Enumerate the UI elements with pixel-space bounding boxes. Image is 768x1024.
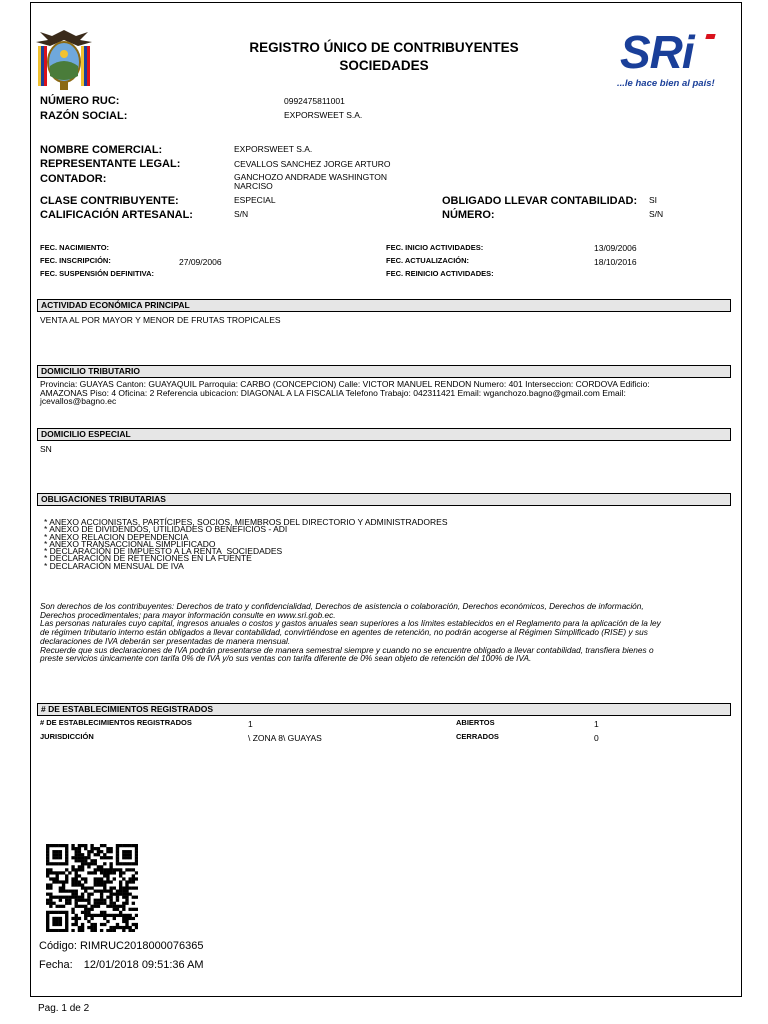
contador-value: GANCHOZO ANDRADE WASHINGTON NARCISO [234,172,388,191]
actividad-text: VENTA AL POR MAYOR Y MENOR DE FRUTAS TROPICALES [40,315,281,325]
fec-inicio-label: FEC. INICIO ACTIVIDADES: [386,243,484,252]
domicilio-especial-header: DOMICILIO ESPECIAL [37,428,731,441]
page-number: Pag. 1 de 2 [38,1003,90,1014]
fec-actualizacion-label: FEC. ACTUALIZACIÓN: [386,256,470,265]
cerrados-label: CERRADOS [456,732,499,741]
jurisdiccion-value: \ ZONA 8\ GUAYAS [248,733,322,743]
obligacion-item: * ANEXO RELACION DEPENDENCIA [44,531,189,542]
establecimientos-header: # DE ESTABLECIMIENTOS REGISTRADOS [37,703,731,716]
fecha-line [39,959,204,971]
numero-label: NÚMERO: [442,209,495,221]
clase-contribuyente-label: CLASE CONTRIBUYENTE: [40,195,179,207]
codigo-value: RIMRUC2018000076365 [79,940,204,952]
cerrados-value: 0 [594,733,599,743]
representante-value: CEVALLOS SANCHEZ JORGE ARTURO [234,159,391,169]
obligacion-item: * ANEXO TRANSACCIONAL SIMPLIFICADO [44,538,216,549]
obligacion-item: * DECLARACIÓN MENSUAL DE IVA [44,560,184,571]
fecha-value: 12/01/2018 09:51:36 AM [83,959,204,971]
document-subtitle: SOCIEDADES [339,58,429,73]
codigo-line [39,940,204,952]
obligacion-item: * ANEXO ACCIONISTAS, PARTÍCIPES, SOCIOS, MIEMBROS DEL DIRECTORIO Y ADMINISTRADORES [44,517,448,527]
establecimientos-registrados-label: # DE ESTABLECIMIENTOS REGISTRADOS [40,718,192,727]
calificacion-artesanal-value: S/N [234,209,249,219]
obligacion-item: * DECLARACIÓN DE RETENCIONES EN LA FUENTE [44,553,252,564]
sri-logo-icon [617,26,724,90]
actividad-header: ACTIVIDAD ECONÓMICA PRINCIPAL [37,299,731,312]
obligacion-item: * DECLARACIÓN DE IMPUESTO A LA RENTA_SOCIEDADES [44,546,283,557]
fec-inscripcion-label: FEC. INSCRIPCIÓN: [40,256,111,265]
domicilio-header: DOMICILIO TRIBUTARIO [37,365,731,378]
fecha-label: Fecha: [39,959,73,971]
abiertos-value: 1 [594,719,599,729]
obligado-contabilidad-label: OBLIGADO LLEVAR CONTABILIDAD: [442,195,638,207]
numero-value: S/N [649,209,664,219]
fec-suspension-label: FEC. SUSPENSIÓN DEFINITIVA: [40,269,155,278]
ruc-value: 0992475811001 [284,96,345,106]
obligaciones-header: OBLIGACIONES TRIBUTARIAS [37,493,731,506]
razon-social-value: EXPORSWEET S.A. [284,110,363,120]
domicilio-especial-text: SN [40,444,52,454]
nombre-comercial-label: NOMBRE COMERCIAL: [40,144,163,156]
obligaciones-list [44,519,448,570]
fec-actualizacion-value: 18/10/2016 [594,257,637,267]
calificacion-artesanal-label: CALIFICACIÓN ARTESANAL: [40,209,193,221]
obligado-contabilidad-value: SI [649,195,658,205]
document-title: REGISTRO ÚNICO DE CONTRIBUYENTES [249,40,519,55]
representante-label: REPRESENTANTE LEGAL: [40,158,181,170]
fec-reinicio-label: FEC. REINICIO ACTIVIDADES: [386,269,494,278]
abiertos-label: ABIERTOS [456,718,495,727]
obligacion-item: * ANEXO DE DIVIDENDOS, UTILIDADES O BENEFICIOS - ADI [44,524,288,535]
fec-nacimiento-label: FEC. NACIMIENTO: [40,243,110,252]
fec-inscripcion-value: 27/09/2006 [179,257,222,267]
establecimientos-registrados-value: 1 [248,719,253,729]
sri-logo-text: SRi [620,26,694,78]
jurisdiccion-label: JURISDICCIÓN [40,732,94,741]
domicilio-text: Provincia: GUAYAS Canton: GUAYAQUIL Parroquia: CARBO (CONCEPCION) Calle: VICTOR MANUEL RENDON Numero: 401 Interseccion: CORDOVA Edificio: AMAZONAS Piso: 4 Oficina: 2 Referencia ubicacion: DIAGONAL A LA FISCALIA Telefono Trabajo: 042311421 Email: wganchozo.bagno@gmail.com Email: jcevallos@bagno.ec [40,379,650,407]
razon-social-label: RAZÓN SOCIAL: [40,110,128,122]
fec-inicio-value: 13/09/2006 [594,243,637,253]
qr-code-icon [46,844,138,932]
sri-tagline: ...le hace bien al país! [617,78,715,89]
nombre-comercial-value: EXPORSWEET S.A. [234,144,313,154]
rights-notice: Son derechos de los contribuyentes: Derechos de trato y confidencialidad, Derechos de asistencia o colaboración, Derechos económicos, Derechos de información, Derechos procedimentales; para mayor información consulte en www.sri.gob.ec. Las personas naturales cuyo capital, ingresos anuales o costos y gastos anuales sean superiores a los límites establecidos en el Reglamento para la aplicación de la ley de régimen tributario interno están obligados a llevar contabilidad, convirtiéndose en agentes de retención, no podrán acogerse al Régimen Simplificado (RISE) y sus declaraciones de IVA deberán ser presentadas de manera mensual. Recuerde que sus declaraciones de IVA podrán presentarse de manera semestral siempre y cuando no se encuentre obligado a llevar contabilidad, transfiera bienes o preste servicios únicamente con tarifa 0% de IVA y/o sus ventas con tarifa diferente de 0% sean objeto de retención del 100% de IVA. [40,601,661,664]
ruc-label: NÚMERO RUC: [40,95,120,107]
codigo-label: Código: [39,940,77,952]
clase-contribuyente-value: ESPECIAL [234,195,276,205]
contador-label: CONTADOR: [40,173,107,185]
